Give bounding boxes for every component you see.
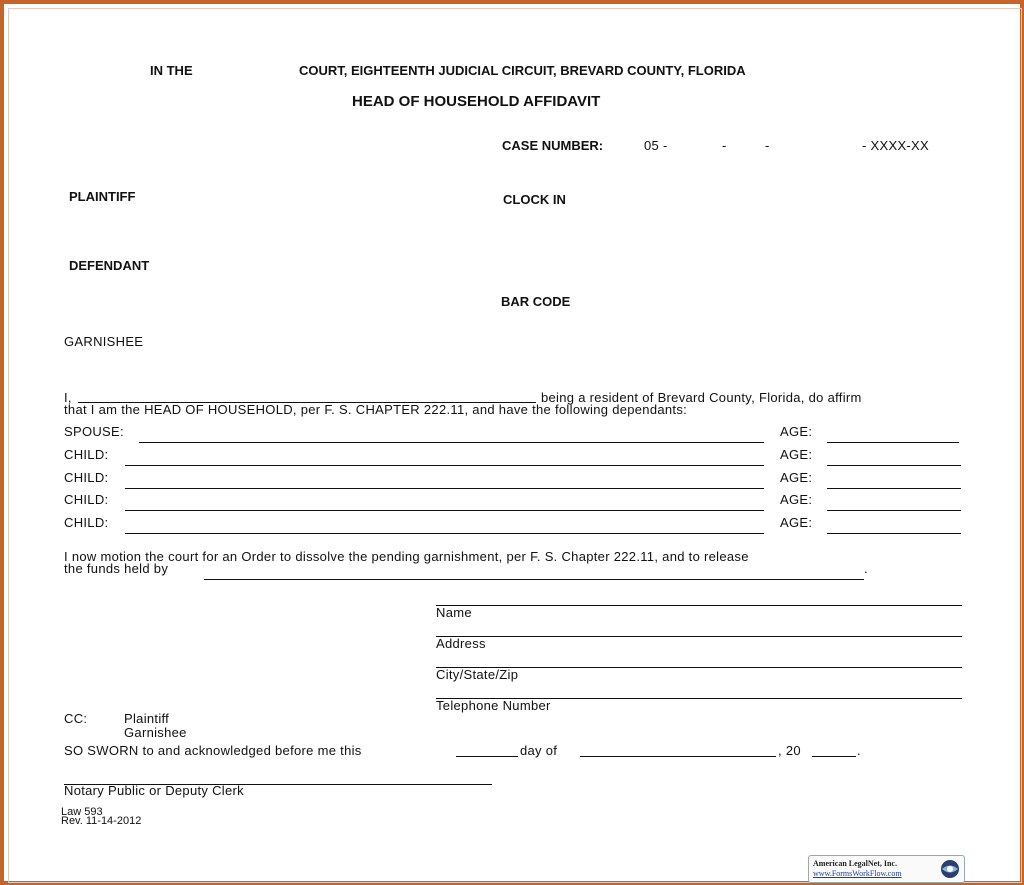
notary-label: Notary Public or Deputy Clerk — [64, 783, 244, 798]
child-age-field[interactable] — [827, 533, 961, 534]
child-age-field[interactable] — [827, 488, 961, 489]
affirm-resident-text: being a resident of Brevard County, Florida, do affirm — [541, 390, 862, 405]
spouse-age-field[interactable] — [827, 442, 959, 443]
funds-holder-field[interactable] — [204, 579, 864, 580]
globe-icon — [939, 858, 961, 880]
age-label: AGE: — [780, 447, 813, 462]
age-label: AGE: — [780, 492, 813, 507]
logo-url: www.FormsWorkFlow.com — [813, 869, 902, 878]
sworn-year-field[interactable] — [812, 756, 856, 757]
child-label: CHILD: — [64, 470, 109, 485]
sworn-period: . — [857, 743, 861, 758]
day-of-label: day of — [520, 743, 558, 758]
motion-text: I now motion the court for an Order to dissolve the pending garnishment, per F. S. Chapter 222.11, and to release — [64, 549, 749, 564]
motion-funds-text: the funds held by — [64, 561, 169, 576]
plaintiff-label: PLAINTIFF — [69, 189, 136, 204]
child-name-field[interactable] — [125, 488, 764, 489]
child-name-field[interactable] — [125, 533, 764, 534]
age-label: AGE: — [780, 515, 813, 530]
address-label: Address — [436, 636, 486, 651]
sworn-month-field[interactable] — [580, 756, 776, 757]
case-number-prefix: 05 - — [644, 138, 668, 153]
american-legalnet-logo — [808, 855, 965, 883]
spouse-name-field[interactable] — [139, 442, 764, 443]
defendant-label: DEFENDANT — [69, 258, 150, 273]
city-state-zip-label: City/State/Zip — [436, 667, 519, 682]
age-label: AGE: — [780, 470, 813, 485]
in-the-label: IN THE — [150, 63, 193, 78]
page-title: HEAD OF HOUSEHOLD AFFIDAVIT — [352, 93, 601, 110]
court-title: COURT, EIGHTEENTH JUDICIAL CIRCUIT, BREVARD COUNTY, FLORIDA — [299, 63, 746, 78]
bar-code-label: BAR CODE — [501, 294, 571, 309]
child-label: CHILD: — [64, 447, 109, 462]
garnishee-label: GARNISHEE — [64, 334, 144, 349]
affirm-head-text: that I am the HEAD OF HOUSEHOLD, per F. S. CHAPTER 222.11, and have the following dependants: — [64, 402, 688, 417]
case-number-dash: - — [722, 138, 727, 153]
age-label: AGE: — [780, 424, 813, 439]
child-name-field[interactable] — [125, 465, 764, 466]
name-field[interactable] — [436, 605, 962, 606]
case-number-suffix: - XXXX-XX — [862, 138, 929, 153]
child-name-field[interactable] — [125, 510, 764, 511]
cc-garnishee: Garnishee — [124, 725, 187, 740]
clock-in-label: CLOCK IN — [503, 192, 566, 207]
spouse-label: SPOUSE: — [64, 424, 124, 439]
case-number-dash: - — [765, 138, 770, 153]
cc-plaintiff: Plaintiff — [124, 711, 170, 726]
name-label: Name — [436, 605, 472, 620]
case-number-label: CASE NUMBER: — [502, 138, 604, 153]
logo-company: American LegalNet, Inc. — [813, 859, 897, 868]
child-age-field[interactable] — [827, 510, 961, 511]
child-label: CHILD: — [64, 515, 109, 530]
sworn-day-field[interactable] — [456, 756, 518, 757]
revision-date: Rev. 11-14-2012 — [61, 815, 142, 827]
cc-label: CC: — [64, 711, 88, 726]
form-number: Law 593 — [61, 806, 103, 818]
motion-period: . — [864, 561, 868, 576]
address-field[interactable] — [436, 636, 962, 637]
child-label: CHILD: — [64, 492, 109, 507]
sworn-text: SO SWORN to and acknowledged before me this — [64, 743, 362, 758]
child-age-field[interactable] — [827, 465, 961, 466]
affirm-i: I, — [64, 390, 72, 405]
telephone-label: Telephone Number — [436, 698, 551, 713]
year-prefix: , 20 — [778, 743, 801, 758]
